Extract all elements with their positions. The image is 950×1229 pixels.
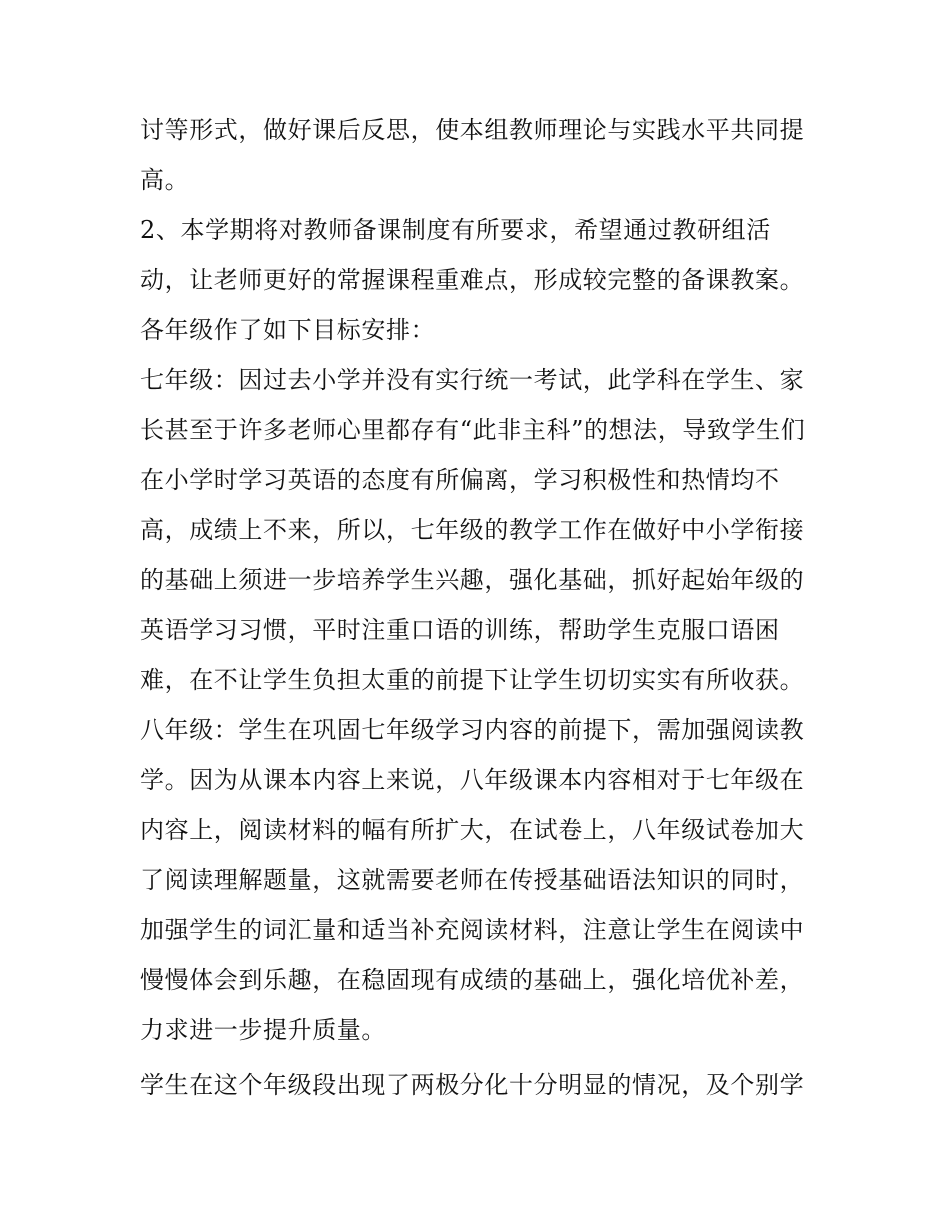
text-line: 了阅读理解题量，这就需要老师在传授基础语法知识的同时， (140, 866, 805, 894)
text-line: 加强学生的词汇量和适当补充阅读材料，注意让学生在阅读中 (140, 916, 805, 944)
text-line: 高，成绩上不来，所以，七年级的教学工作在做好中小学衔接 (140, 516, 805, 544)
text-line: 长甚至于许多老师心里都存有“此非主科”的想法，导致学生们 (140, 416, 806, 444)
text-line: 七年级：因过去小学并没有实行统一考试，此学科在学生、家 (140, 366, 805, 394)
text-line: 力求进一步提升质量。 (140, 1016, 386, 1044)
text-line: 讨等形式，做好课后反思，使本组教师理论与实践水平共同提 (140, 116, 805, 144)
text-line: 各年级作了如下目标安排： (140, 316, 436, 344)
text-line: 八年级：学生在巩固七年级学习内容的前提下，需加强阅读教 (140, 716, 805, 744)
text-line: 英语学习习惯，平时注重口语的训练，帮助学生克服口语困 (140, 616, 780, 644)
text-line: 的基础上须进一步培养学生兴趣，强化基础，抓好起始年级的 (140, 566, 805, 594)
text-line: 慢慢体会到乐趣，在稳固现有成绩的基础上，强化培优补差， (140, 966, 805, 994)
text-line: 高。 (140, 166, 190, 194)
text-line: 难，在不让学生负担太重的前提下让学生切切实实有所收获。 (140, 666, 805, 694)
text-line: 学生在这个年级段出现了两极分化十分明显的情况，及个别学 (140, 1071, 805, 1099)
text-line: 在小学时学习英语的态度有所偏离，学习积极性和热情均不 (140, 466, 780, 494)
text-line: 2、本学期将对教师备课制度有所要求，希望通过教研组活 (140, 216, 771, 244)
text-line: 学。因为从课本内容上来说，八年级课本内容相对于七年级在 (140, 766, 805, 794)
text-line: 内容上，阅读材料的幅有所扩大，在试卷上，八年级试卷加大 (140, 816, 805, 844)
text-line: 动，让老师更好的常握课程重难点，形成较完整的备课教案。 (140, 266, 805, 294)
